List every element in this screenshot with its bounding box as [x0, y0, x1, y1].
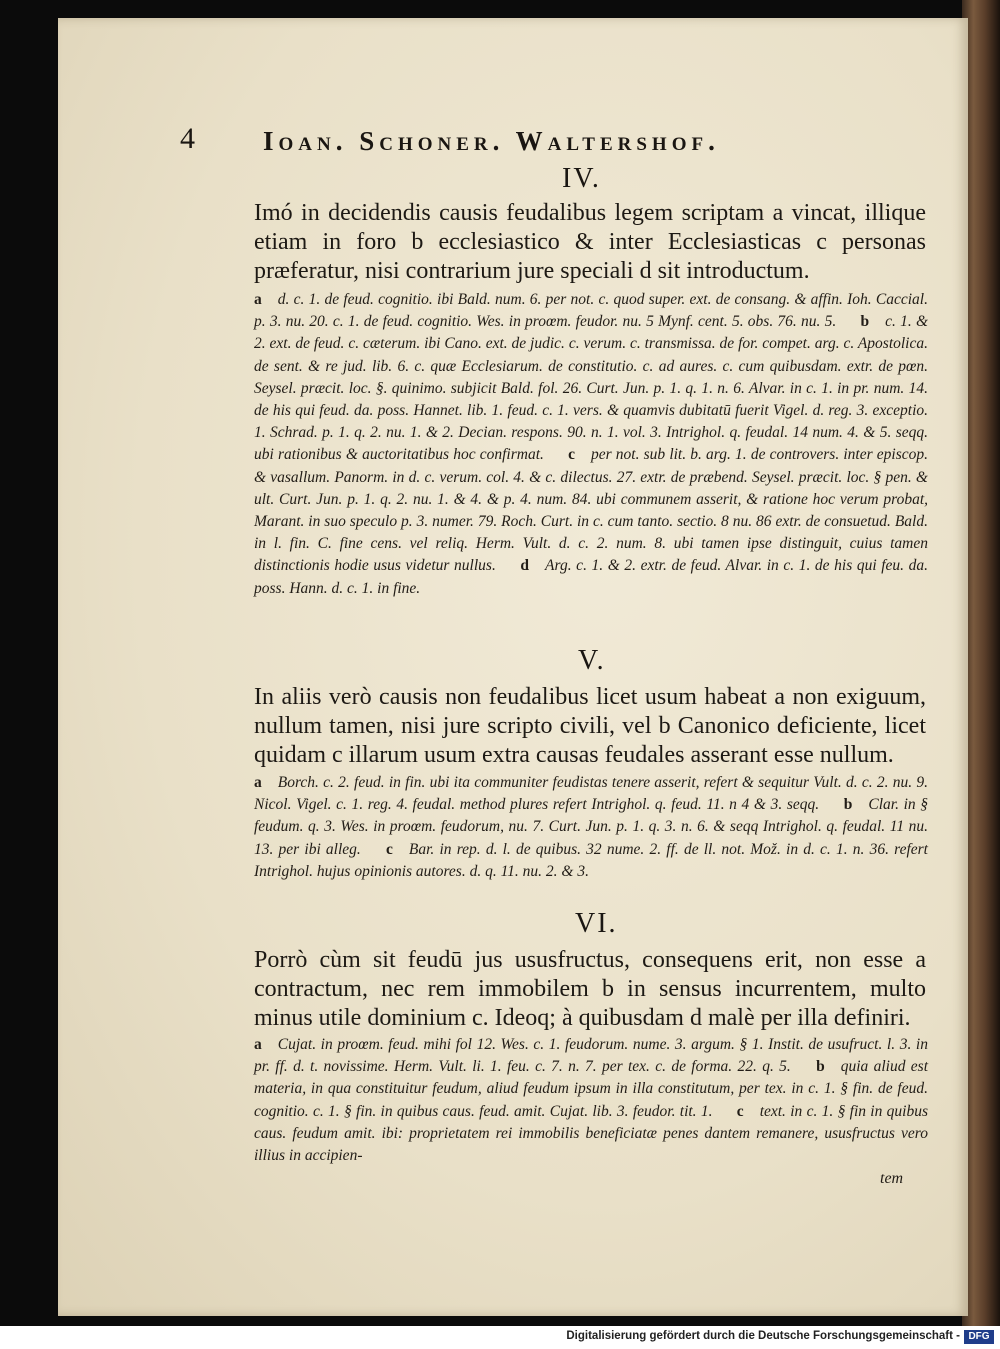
- section-number-vi: VI.: [575, 908, 618, 939]
- page-header: [180, 122, 880, 168]
- section-text-v: In aliis verò causis non feudalibus licet usum habeat a non exiguum, nullum tamen, nisi jure scripto civili, vel b Canonico deficiente, licet quidam c illarum usum extra causas feudales asserant esse nullum.: [254, 684, 926, 768]
- note-letter: a: [254, 774, 262, 791]
- note-letter: b: [843, 796, 853, 814]
- note-letter: c: [385, 840, 393, 858]
- section-number-v: V.: [578, 645, 606, 676]
- running-head: Ioan. Schoner. Waltershof.: [263, 126, 720, 156]
- note-letter: d: [520, 557, 530, 575]
- notes-iv: [254, 289, 928, 600]
- note-letter: a: [254, 291, 262, 308]
- notes-vi: [254, 1034, 928, 1167]
- section-text-vi: Porrò cùm sit feudū jus ususfructus, consequens erit, non esse a contractum, nec rem immobilem b in sensus incurrentem, multo minus utile dominium c. Ideoq; à quibusdam d malè per illa definiri.: [254, 947, 926, 1031]
- note-letter: c: [568, 446, 575, 464]
- section-text-iv: Imó in decidendis causis feudalibus legem scriptam a vincat, illique etiam in foro b ecclesiastico & inter Ecclesiasticas c personas præferatur, nisi contrarium jure speciali d sit introductum.: [254, 200, 926, 284]
- note-text: Bar. in rep. d. l. de quibus. 32 nume. 2. ff. de ll. not. Mož. in d. c. 1. n. 36. refert Intrighol. hujus opinionis autores. d. q. 11. nu. 2. & 3.: [254, 840, 928, 880]
- note-letter: c: [736, 1102, 744, 1120]
- note-letter: a: [254, 1036, 262, 1053]
- note-letter: b: [816, 1058, 825, 1076]
- note-text: c. 1. & 2. ext. de feud. c. cæterum. ibi Cano. ext. de judic. c. verum. c. transmissa. de for. compet. arg. c. Apostolica. de sent. & re jud. lib. 6. c. quæ Ecclesiarum. de constitutio. c. ad aures. c. cum quibusdam. extr. de pœn. Seysel. præcit. loc. §. quinimo. subjicit Bald. fol. 26. Curt. Jun. p. 1. q. 1. n. 6. Alvar. in c. 1. in pr. num. 14. de his qui feud. da. poss. Hannet. lib. 1. feud. c. 1. vers. & quamvis dubitatū fuerit Vigel. d. reg. 3. exceptio. 1. Schrad. p. 1. q. 2. nu. 1. & 2. Decian. respons. 90. n. 1. vol. 3. Intrighol. q. feudal. 14 num. 4. & 5. seqq. ubi rationibus & auctoritatibus hoc confirmat.: [254, 313, 929, 464]
- note-text: Clar. in § feudum. q. 3. Wes. in proœm. feudorum, nu. 7. Curt. Jun. p. 1. q. 3. n. 6. & seqq Intrighol. q. feudal. 11 nu. 13. per ibi alleg.: [254, 796, 929, 858]
- catchword: tem: [880, 1170, 904, 1187]
- note-text: d. c. 1. de feud. cognitio. ibi Bald. num. 6. per not. c. quod super. ext. de consang. & affin. Ioh. Caccial. p. 3. nu. 20. c. 1. de feud. cognitio. Wes. in proœm. feudor. nu. 5 Mynf. cent. 5. obs. 76. nu. 5.: [254, 291, 928, 331]
- dfg-logo-icon: DFG: [964, 1330, 994, 1344]
- funding-credit: Digitalisierung gefördert durch die Deutsche Forschungsgemeinschaft -: [566, 1330, 960, 1342]
- note-text: quia aliud est materia, in qua constituitur feudum, aliud feudum ipsum in illa constitutum, per tex. in c. 1. § fin. de feud. cognitio. c. 1. § fin. in quibus caus. feud. amit. Cujat. lib. 3. feudor. tit. 1.: [254, 1058, 928, 1120]
- footer-bar: [0, 1326, 1000, 1349]
- notes-v: [254, 772, 928, 883]
- note-text: Cujat. in proœm. feud. mihi fol 12. Wes. c. 1. feudorum. nume. 3. argum. § 1. Instit. de usufruct. l. 3. in pr. ff. d. t. novissime. Herm. Vult. li. 1. feu. c. 7. n. 7. per tex. c. de forma. 22. q. 5.: [254, 1036, 928, 1076]
- note-text: Arg. c. 1. & 2. extr. de feud. Alvar. in c. 1. de his qui feu. da. poss. Hann. d. c. 1. in fine.: [254, 557, 929, 597]
- note-letter: b: [860, 313, 870, 331]
- note-text: Borch. c. 2. feud. in fin. ubi ita communiter feudistas tenere asserit, refert & sequitur Vult. d. c. 2. nu. 9. Nicol. Vigel. c. 1. reg. 4. feudal. method plures refert Intrighol. q. feud. 11. n 4 & 3. seqq.: [254, 774, 928, 814]
- note-text: text. in c. 1. § fin in quibus caus. feudum amit. ibi: proprietatem rei immobilis beneficiatæ penes dantem remanere, ususfructus vero illius in accipien-: [254, 1102, 928, 1165]
- page-number: 4: [180, 122, 195, 155]
- section-number-iv: IV.: [562, 163, 601, 194]
- note-text: per not. sub lit. b. arg. 1. de controvers. inter episcop. & vasallum. Panorm. in d. c. verum. col. 4. & c. dilectus. 27. extr. de præbend. Seysel. præcit. loc. § pen. & ult. Curt. Jun. p. 1. q. 2. nu. 1. & 4. & p. 4. num. 84. ubi communem asserit, & ratione hoc verum probat, Marant. in suo speculo p. 3. numer. 79. Roch. Curt. in c. cum tanto. sectio. 8 nu. 86 extr. de consuetud. Bald. in l. fin. C. fine cens. vel reliq. Herm. Vult. d. c. 2. num. 8. ubi tamen ipse distinguit, cuius tamen distinctionis hodie usus videtur nullus.: [254, 446, 929, 575]
